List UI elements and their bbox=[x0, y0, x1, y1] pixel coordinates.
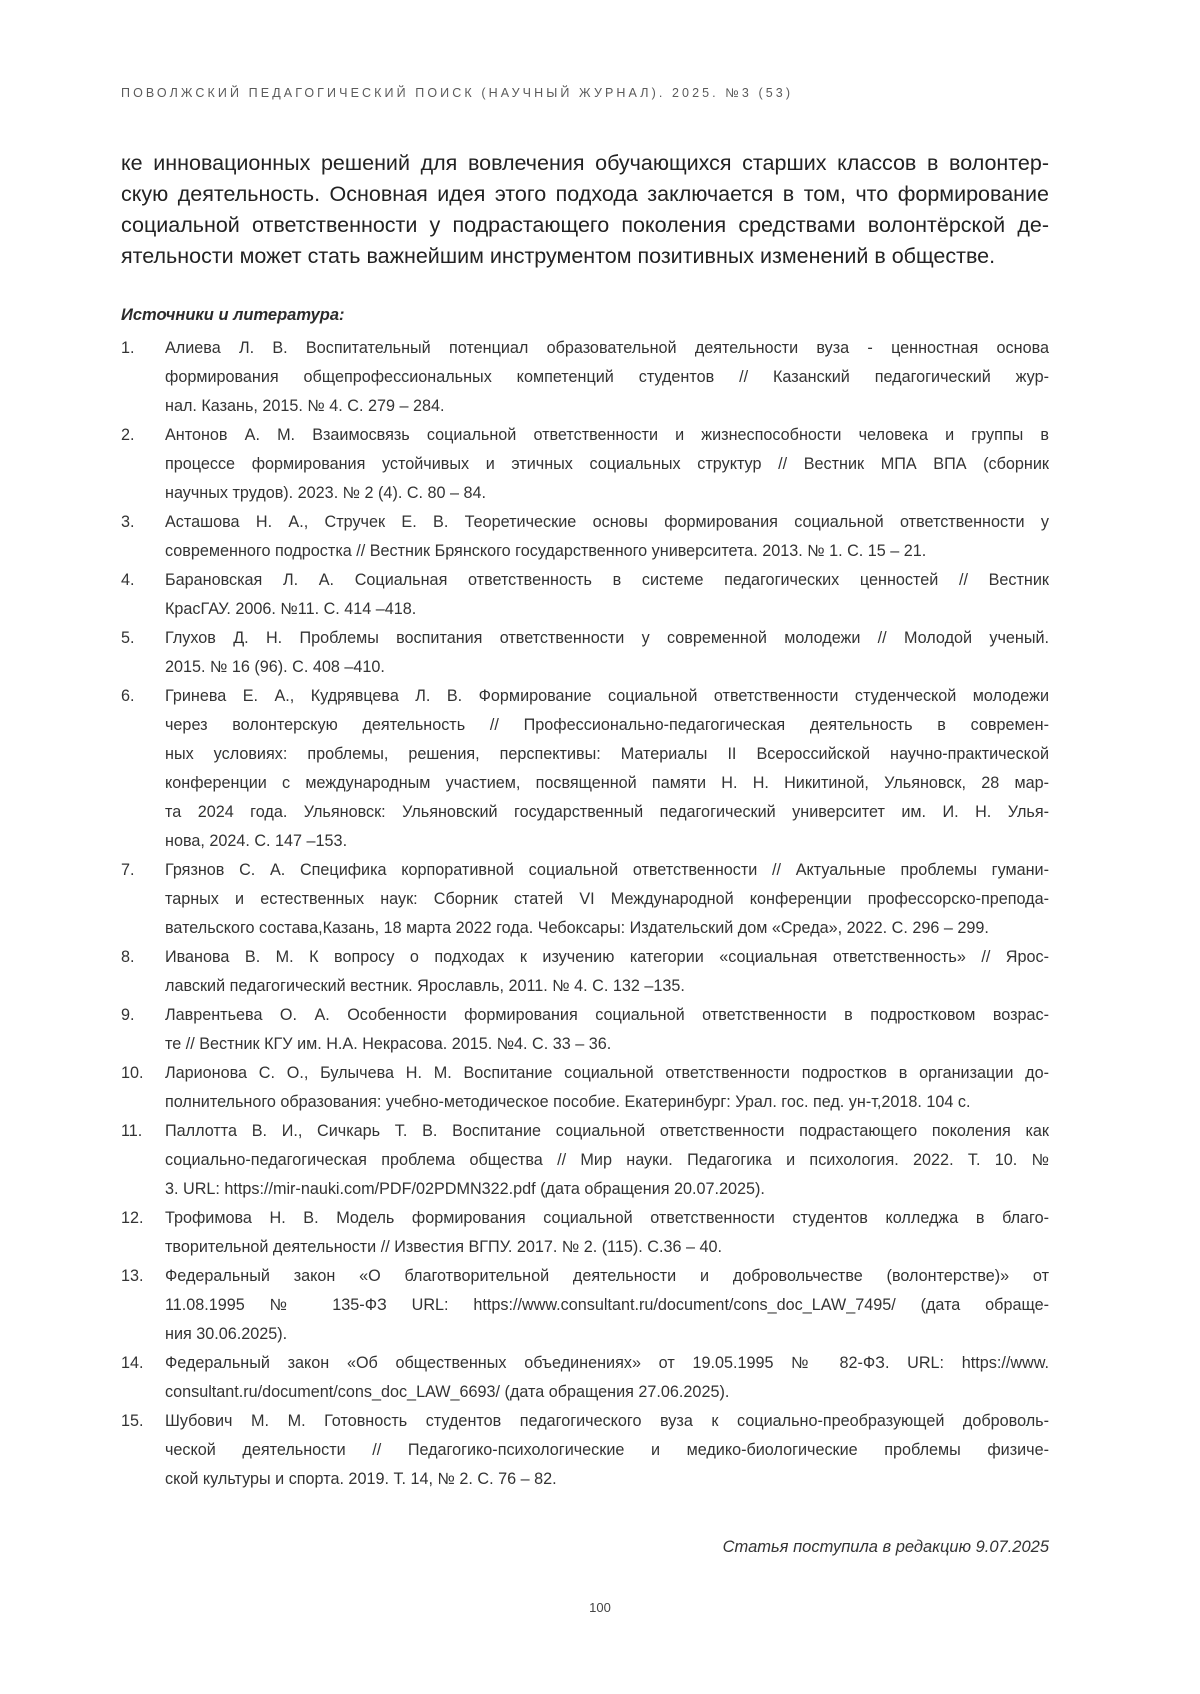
reference-line: ных условиях: проблемы, решения, перспективы: Материалы II Всероссийской научно-практической bbox=[165, 745, 1049, 763]
reference-line: вательского состава,Казань, 18 марта 2022 года. Чебоксары: Издательский дом «Среда», 2022. С. 296 – 299. bbox=[165, 919, 989, 937]
reference-number: 5. bbox=[121, 629, 135, 647]
reference-text bbox=[165, 1407, 1049, 1494]
reference-line: 2015. № 16 (96). С. 408 –410. bbox=[165, 658, 385, 676]
reference-line: Шубович М. М. Готовность студентов педагогического вуза к социально-преобразующей доброволь- bbox=[165, 1412, 1049, 1430]
reference-text bbox=[165, 856, 1049, 943]
reference-item bbox=[121, 421, 1049, 508]
reference-text bbox=[165, 624, 1049, 682]
reference-line: consultant.ru/document/cons_doc_LAW_6693/ (дата обращения 27.06.2025). bbox=[165, 1383, 730, 1401]
reference-number: 1. bbox=[121, 339, 135, 357]
reference-text bbox=[165, 566, 1049, 624]
reference-item bbox=[121, 856, 1049, 943]
running-header: ПОВОЛЖСКИЙ ПЕДАГОГИЧЕСКИЙ ПОИСК (НАУЧНЫЙ ЖУРНАЛ). 2025. №3 (53) bbox=[121, 86, 794, 100]
reference-line: Паллотта В. И., Сичкарь Т. В. Воспитание социальной ответственности подрастающего поколения как bbox=[165, 1122, 1049, 1140]
reference-line: Гринева Е. А., Кудрявцева Л. В. Формирование социальной ответственности студенческой молодежи bbox=[165, 687, 1049, 705]
reference-line: те // Вестник КГУ им. Н.А. Некрасова. 2015. №4. С. 33 – 36. bbox=[165, 1035, 612, 1053]
reference-number: 2. bbox=[121, 426, 135, 444]
reference-number: 12. bbox=[121, 1209, 144, 1227]
reference-item bbox=[121, 334, 1049, 421]
reference-line: тарных и естественных наук: Сборник статей VI Международной конференции профессорско-препода- bbox=[165, 890, 1049, 908]
reference-line: Лаврентьева О. А. Особенности формирования социальной ответственности в подростковом возрас- bbox=[165, 1006, 1049, 1024]
lead-paragraph bbox=[121, 148, 1049, 272]
reference-line: нал. Казань, 2015. № 4. С. 279 – 284. bbox=[165, 397, 445, 415]
reference-line: социально-педагогическая проблема общества // Мир науки. Педагогика и психология. 2022. Т. 10. № bbox=[165, 1151, 1049, 1169]
reference-line: Асташова Н. А., Стручек Е. В. Теоретические основы формирования социальной ответственности у bbox=[165, 513, 1049, 531]
received-date-note: Статья поступила в редакцию 9.07.2025 bbox=[722, 1538, 1049, 1556]
reference-number: 8. bbox=[121, 948, 135, 966]
reference-item bbox=[121, 1001, 1049, 1059]
reference-line: современного подростка // Вестник Брянского государственного университета. 2013. № 1. С. 15 – 21. bbox=[165, 542, 927, 560]
reference-line: научных трудов). 2023. № 2 (4). С. 80 – 84. bbox=[165, 484, 487, 502]
reference-text bbox=[165, 1059, 1049, 1117]
reference-number: 14. bbox=[121, 1354, 144, 1372]
reference-item bbox=[121, 1262, 1049, 1349]
reference-number: 7. bbox=[121, 861, 135, 879]
reference-number: 13. bbox=[121, 1267, 144, 1285]
reference-text bbox=[165, 943, 1049, 1001]
reference-item bbox=[121, 1204, 1049, 1262]
reference-line: Федеральный закон «Об общественных объединениях» от 19.05.1995 № 82-ФЗ. URL: https://www. bbox=[165, 1354, 1049, 1372]
reference-text bbox=[165, 421, 1049, 508]
reference-line: Антонов А. М. Взаимосвязь социальной ответственности и жизнеспособности человека и группы в bbox=[165, 426, 1049, 444]
reference-line: ской культуры и спорта. 2019. Т. 14, № 2. С. 76 – 82. bbox=[165, 1470, 557, 1488]
reference-line: Грязнов С. А. Специфика корпоративной социальной ответственности // Актуальные проблемы гумани- bbox=[165, 861, 1049, 879]
reference-item bbox=[121, 943, 1049, 1001]
reference-text bbox=[165, 1349, 1049, 1407]
reference-line: творительной деятельности // Известия ВГПУ. 2017. № 2. (115). С.36 – 40. bbox=[165, 1238, 722, 1256]
reference-line: формирования общепрофессиональных компетенций студентов // Казанский педагогический жур- bbox=[165, 368, 1049, 386]
reference-item bbox=[121, 508, 1049, 566]
page-number: 100 bbox=[589, 1600, 611, 1615]
lead-line: скую деятельность. Основная идея этого подхода заключается в том, что формирование bbox=[121, 182, 1049, 206]
reference-number: 3. bbox=[121, 513, 135, 531]
reference-item bbox=[121, 1059, 1049, 1117]
reference-text bbox=[165, 1117, 1049, 1204]
reference-line: конференции с международным участием, посвященной памяти Н. Н. Никитиной, Ульяновск, 28 мар- bbox=[165, 774, 1049, 792]
reference-line: процессе формирования устойчивых и этичных социальных структур // Вестник МПА ВПА (сборник bbox=[165, 455, 1049, 473]
reference-number: 9. bbox=[121, 1006, 135, 1024]
reference-line: Федеральный закон «О благотворительной деятельности и добровольчестве (волонтерстве)» от bbox=[165, 1267, 1049, 1285]
references-list bbox=[121, 334, 1049, 1494]
reference-line: Трофимова Н. В. Модель формирования социальной ответственности студентов колледжа в благо- bbox=[165, 1209, 1049, 1227]
lead-line: социальной ответственности у подрастающего поколения средствами волонтёрской де- bbox=[121, 213, 1049, 237]
reference-line: Иванова В. М. К вопросу о подходах к изучению категории «социальная ответственность» // Ярос- bbox=[165, 948, 1049, 966]
reference-item bbox=[121, 624, 1049, 682]
reference-number: 11. bbox=[121, 1122, 143, 1140]
references-heading: Источники и литература: bbox=[121, 306, 345, 324]
reference-line: полнительного образования: учебно-методическое пособие. Екатеринбург: Урал. гос. пед. ун-т,2018. 104 с. bbox=[165, 1093, 971, 1111]
reference-item bbox=[121, 1349, 1049, 1407]
reference-text bbox=[165, 508, 1049, 566]
reference-number: 4. bbox=[121, 571, 135, 589]
reference-line: через волонтерскую деятельность // Профессионально-педагогическая деятельность в современ- bbox=[165, 716, 1049, 734]
reference-text bbox=[165, 1204, 1049, 1262]
reference-text bbox=[165, 1001, 1049, 1059]
reference-line: Ларионова С. О., Булычева Н. М. Воспитание социальной ответственности подростков в организации до- bbox=[165, 1064, 1049, 1082]
reference-line: лавский педагогический вестник. Ярославль, 2011. № 4. С. 132 –135. bbox=[165, 977, 685, 995]
lead-line: ке инновационных решений для вовлечения обучающихся старших классов в волонтер- bbox=[121, 151, 1049, 175]
reference-text bbox=[165, 334, 1049, 421]
reference-line: 11.08.1995 № 135-ФЗ URL: https://www.consultant.ru/document/cons_doc_LAW_7495/ (дата обраще- bbox=[165, 1296, 1049, 1314]
reference-text bbox=[165, 682, 1049, 856]
reference-line: Барановская Л. А. Социальная ответственность в системе педагогических ценностей // Вестник bbox=[165, 571, 1049, 589]
reference-number: 6. bbox=[121, 687, 135, 705]
reference-item bbox=[121, 682, 1049, 856]
reference-line: ния 30.06.2025). bbox=[165, 1325, 288, 1343]
reference-item bbox=[121, 566, 1049, 624]
reference-text bbox=[165, 1262, 1049, 1349]
lead-line: ятельности может стать важнейшим инструментом позитивных изменений в обществе. bbox=[121, 244, 996, 268]
reference-line: нова, 2024. С. 147 –153. bbox=[165, 832, 348, 850]
reference-line: ческой деятельности // Педагогико-психологические и медико-биологические проблемы физиче- bbox=[165, 1441, 1049, 1459]
reference-line: Глухов Д. Н. Проблемы воспитания ответственности у современной молодежи // Молодой ученый. bbox=[165, 629, 1049, 647]
reference-number: 10. bbox=[121, 1064, 144, 1082]
reference-line: Алиева Л. В. Воспитательный потенциал образовательной деятельности вуза - ценностная основа bbox=[165, 339, 1049, 357]
reference-item bbox=[121, 1117, 1049, 1204]
reference-item bbox=[121, 1407, 1049, 1494]
reference-line: КрасГАУ. 2006. №11. С. 414 –418. bbox=[165, 600, 417, 618]
reference-line: та 2024 года. Ульяновск: Ульяновский государственный педагогический университет им. И. Н. Улья- bbox=[165, 803, 1049, 821]
reference-number: 15. bbox=[121, 1412, 144, 1430]
reference-line: 3. URL: https://mir-nauki.com/PDF/02PDMN322.pdf (дата обращения 20.07.2025). bbox=[165, 1180, 765, 1198]
